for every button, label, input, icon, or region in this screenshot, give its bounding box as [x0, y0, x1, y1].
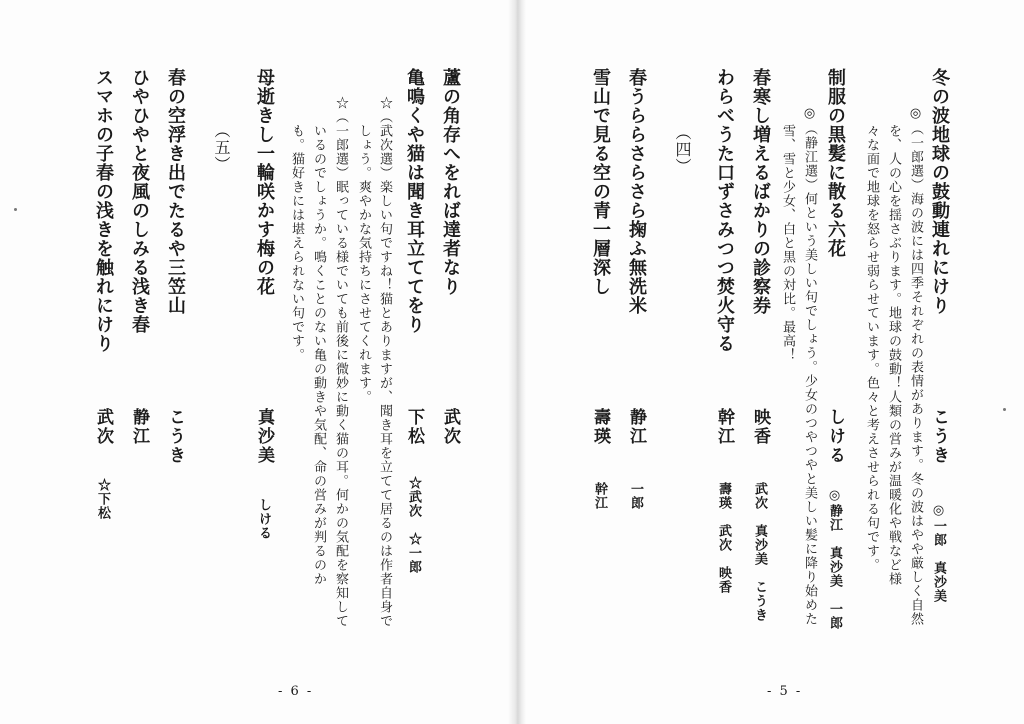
- comment-p5-1-line-3: 々な面で地球を怒らせ弱らせています。色々と考えさせられる句です。: [864, 124, 879, 572]
- comment-p5-2-line-1: ◎（静江選）何という美しい句でしょう。少女のつやつやと美しい髪に降り始めた: [802, 106, 817, 626]
- selections-p5-2: ◎静江 真沙美 一郎: [827, 488, 842, 630]
- haiku-p6-6: スマホの子春の浅きを触れにけり: [93, 68, 114, 353]
- haiku-p6-1: 蘆の角存へをれば達者なり: [440, 68, 461, 296]
- author-p5-1: こうき: [929, 408, 949, 465]
- haiku-p5-4: わらべうた口ずさみつつ焚火守る: [714, 68, 735, 353]
- author-p5-5: 静江: [626, 408, 646, 446]
- selections-p5-1: ◎一郎 真沙美: [931, 503, 946, 603]
- comment-p6-2-line-2: いるのでしょうか。鳴くことのない亀の動きや気配、命の営みが判るのか: [311, 124, 326, 586]
- selections-p6-2: ☆武次 ☆一郎: [406, 476, 421, 574]
- haiku-p6-3: 母逝きし一輪咲かす梅の花: [254, 68, 275, 296]
- selections-p6-6: ☆下松: [95, 478, 110, 520]
- haiku-p5-5: 春うららさらさら掬ふ無洗米: [626, 68, 647, 315]
- haiku-p6-4: 春の空浮き出でたるや三笠山: [165, 68, 186, 315]
- comment-p5-1-line-1: ◎（一郎選）海の波には四季それぞれの表情があります。冬の波はやや厳しく自然: [908, 106, 923, 626]
- page-number-6: - 6 -: [278, 684, 314, 699]
- haiku-p6-2: 亀鳴くや猫は聞き耳立ててをり: [404, 68, 425, 334]
- haiku-p6-5: ひやひやと夜風のしみる浅き春: [129, 68, 150, 334]
- author-p5-4: 幹江: [714, 408, 734, 446]
- author-p5-3: 映香: [750, 408, 770, 446]
- selections-p6-3: しける: [256, 498, 271, 540]
- author-p5-6: 壽瑛: [590, 408, 610, 446]
- author-p6-5: 静江: [129, 408, 149, 446]
- selections-p5-3: 武次 真沙美 こうき: [752, 482, 767, 622]
- scan-speck: [14, 208, 17, 211]
- haiku-p5-2: 制服の黒髪に散る六花: [825, 68, 846, 258]
- haiku-p5-1: 冬の波地球の鼓動連れにけり: [929, 68, 950, 315]
- comment-p6-2-line-3: も。猫好きには堪えられない句です。: [289, 124, 304, 362]
- binding-gutter: [508, 0, 526, 724]
- author-p5-2: しける: [825, 408, 845, 465]
- haiku-p5-6: 雪山で見る空の青一層深し: [590, 68, 611, 296]
- author-p6-6: 武次: [93, 408, 113, 446]
- scan-speck: [1003, 408, 1006, 411]
- selections-p5-4: 壽瑛 武次 映香: [716, 482, 731, 594]
- comment-p6-1-line-1: ☆（武次選）楽しい句ですね！猫とありますが、聞き耳を立てて居るのは作者自身で: [377, 96, 392, 628]
- comment-p6-1-line-2: しょう。爽やかな気持ちにさせてくれます。: [356, 124, 371, 404]
- author-p6-1: 武次: [440, 408, 460, 446]
- author-p6-2: 下松: [404, 408, 424, 446]
- author-p6-3: 真沙美: [254, 408, 274, 465]
- author-p6-4: こうき: [165, 408, 185, 465]
- haiku-p5-3: 春寒し増えるばかりの診察券: [750, 68, 771, 315]
- page-number-5: - 5 -: [767, 684, 803, 699]
- comment-p5-1-line-2: を、人の心を揺さぶります。地球の鼓動！人類の営みが温暖化や戦など様: [886, 124, 901, 586]
- selections-p5-6: 幹江: [592, 482, 607, 510]
- comment-p6-2-line-1: ☆（一郎選）眠っている様でいても前後に微妙に動く猫の耳。何かの気配を察知して: [333, 96, 348, 628]
- section-header-5: （五）: [212, 122, 231, 173]
- comment-p5-2-line-2: 雪、雪と少女、白と黒の対比。最高！: [780, 124, 795, 362]
- section-header-4: （四）: [673, 124, 692, 175]
- selections-p5-5: 一郎: [628, 482, 643, 510]
